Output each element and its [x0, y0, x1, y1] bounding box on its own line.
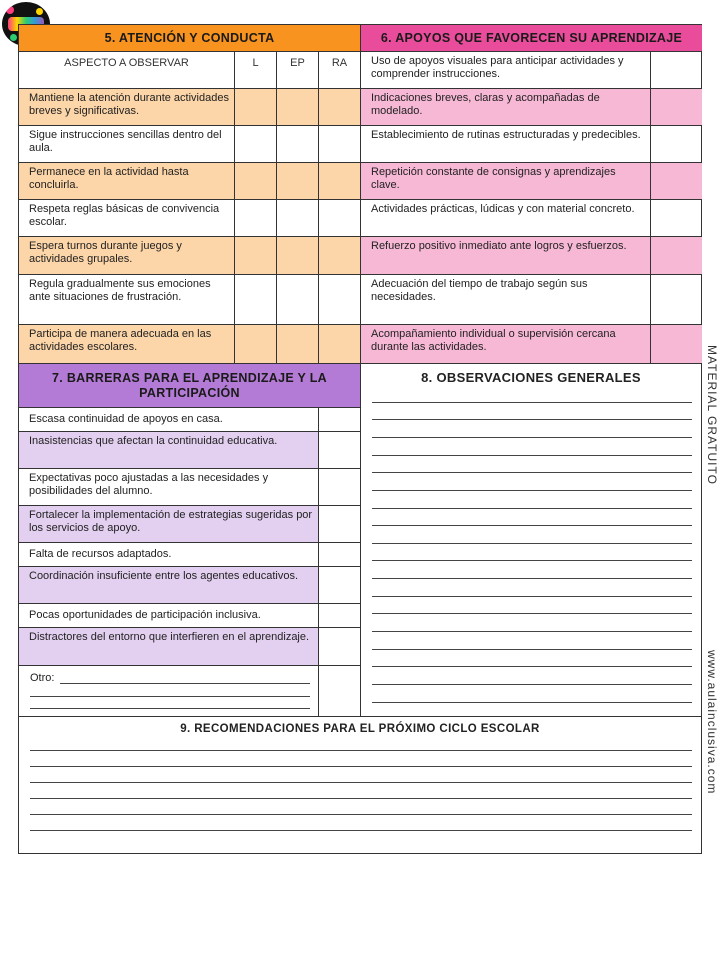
section5-row: Sigue instrucciones sencillas dentro del aula.	[18, 125, 234, 162]
section7-check-cell[interactable]	[318, 505, 360, 542]
section5-row: Permanece en la actividad hasta concluirla.	[18, 162, 234, 199]
check-cell-ra[interactable]	[318, 236, 360, 274]
section6-row: Refuerzo positivo inmediato ante logros y esfuerzos.	[360, 236, 650, 274]
section5-row: Participa de manera adecuada en las actividades escolares.	[18, 324, 234, 363]
section6-row: Establecimiento de rutinas estructuradas y predecibles.	[360, 125, 650, 162]
check-cell-ra[interactable]	[318, 274, 360, 324]
section6-check-cell[interactable]	[650, 125, 702, 162]
check-cell-ra[interactable]	[318, 324, 360, 363]
check-cell-ep[interactable]	[276, 324, 318, 363]
section7-row: Inasistencias que afectan la continuidad educativa.	[18, 431, 318, 468]
section6-row: Indicaciones breves, claras y acompañadas de modelado.	[360, 88, 650, 125]
section6-check-cell[interactable]	[650, 199, 702, 236]
section6-row: Acompañamiento individual o supervisión cercana durante las actividades.	[360, 324, 650, 363]
section7-check-cell[interactable]	[318, 542, 360, 566]
section6-check-cell[interactable]	[650, 162, 702, 199]
section7-row: Fortalecer la implementación de estrategias sugeridas por los servicios de apoyo.	[18, 505, 318, 542]
check-cell-l[interactable]	[234, 236, 276, 274]
check-cell-ra[interactable]	[318, 125, 360, 162]
section7-check-cell[interactable]	[318, 566, 360, 603]
free-material-label: MATERIAL GRATUITO	[705, 345, 719, 485]
section5-row: Respeta reglas básicas de convivencia escolar.	[18, 199, 234, 236]
section9-box	[18, 716, 702, 854]
col-l-header: L	[234, 51, 276, 88]
section6-row: Uso de apoyos visuales para anticipar actividades y comprender instrucciones.	[360, 51, 650, 88]
check-cell-ep[interactable]	[276, 125, 318, 162]
section7-row: Escasa continuidad de apoyos en casa.	[18, 407, 318, 431]
col-ep-header: EP	[276, 51, 318, 88]
section6-check-cell[interactable]	[650, 324, 702, 363]
section5-row: Espera turnos durante juegos y actividades grupales.	[18, 236, 234, 274]
section7-check-cell[interactable]	[318, 603, 360, 627]
otro-label: Otro:	[30, 672, 55, 684]
check-cell-ep[interactable]	[276, 274, 318, 324]
check-cell-ra[interactable]	[318, 199, 360, 236]
section6-check-cell[interactable]	[650, 88, 702, 125]
section7-check-cell[interactable]	[318, 431, 360, 468]
section6-check-cell[interactable]	[650, 236, 702, 274]
section7-title: 7. BARRERAS PARA EL APRENDIZAJE Y LA PARTICIPACIÓN	[18, 363, 360, 407]
check-cell-ep[interactable]	[276, 199, 318, 236]
section5-row: Regula gradualmente sus emociones ante situaciones de frustración.	[18, 274, 234, 324]
section6-check-cell[interactable]	[650, 274, 702, 324]
section7-check-cell[interactable]	[318, 468, 360, 505]
section5-title: 5. ATENCIÓN Y CONDUCTA	[18, 24, 360, 51]
check-cell-ep[interactable]	[276, 88, 318, 125]
check-cell-ra[interactable]	[318, 88, 360, 125]
check-cell-l[interactable]	[234, 324, 276, 363]
section8-box	[360, 363, 702, 716]
check-cell-ep[interactable]	[276, 236, 318, 274]
website-label: www.aulainclusiva.com	[705, 650, 719, 795]
col-aspect-header: ASPECTO A OBSERVAR	[18, 51, 234, 88]
check-cell-l[interactable]	[234, 274, 276, 324]
check-cell-ep[interactable]	[276, 162, 318, 199]
section6-row: Adecuación del tiempo de trabajo según sus necesidades.	[360, 274, 650, 324]
section7-row: Coordinación insuficiente entre los agentes educativos.	[18, 566, 318, 603]
check-cell-l[interactable]	[234, 88, 276, 125]
section6-row: Actividades prácticas, lúdicas y con material concreto.	[360, 199, 650, 236]
section6-title: 6. APOYOS QUE FAVORECEN SU APRENDIZAJE	[360, 24, 702, 51]
section5-row: Mantiene la atención durante actividades breves y significativas.	[18, 88, 234, 125]
section7-check-cell[interactable]	[318, 665, 360, 716]
section7-check-cell[interactable]	[318, 407, 360, 431]
section7-row: Expectativas poco ajustadas a las necesidades y posibilidades del alumno.	[18, 468, 318, 505]
section7-row: Pocas oportunidades de participación inclusiva.	[18, 603, 318, 627]
check-cell-ra[interactable]	[318, 162, 360, 199]
section9-title: 9. RECOMENDACIONES PARA EL PRÓXIMO CICLO ESCOLAR	[180, 723, 540, 735]
section6-check-cell[interactable]	[650, 51, 702, 88]
check-cell-l[interactable]	[234, 199, 276, 236]
col-ra-header: RA	[318, 51, 360, 88]
section7-row: Distractores del entorno que interfieren en el aprendizaje.	[18, 627, 318, 665]
section6-row: Repetición constante de consignas y aprendizajes clave.	[360, 162, 650, 199]
check-cell-l[interactable]	[234, 125, 276, 162]
section8-title: 8. OBSERVACIONES GENERALES	[421, 370, 641, 385]
section7-row: Falta de recursos adaptados.	[18, 542, 318, 566]
check-cell-l[interactable]	[234, 162, 276, 199]
section7-check-cell[interactable]	[318, 627, 360, 665]
